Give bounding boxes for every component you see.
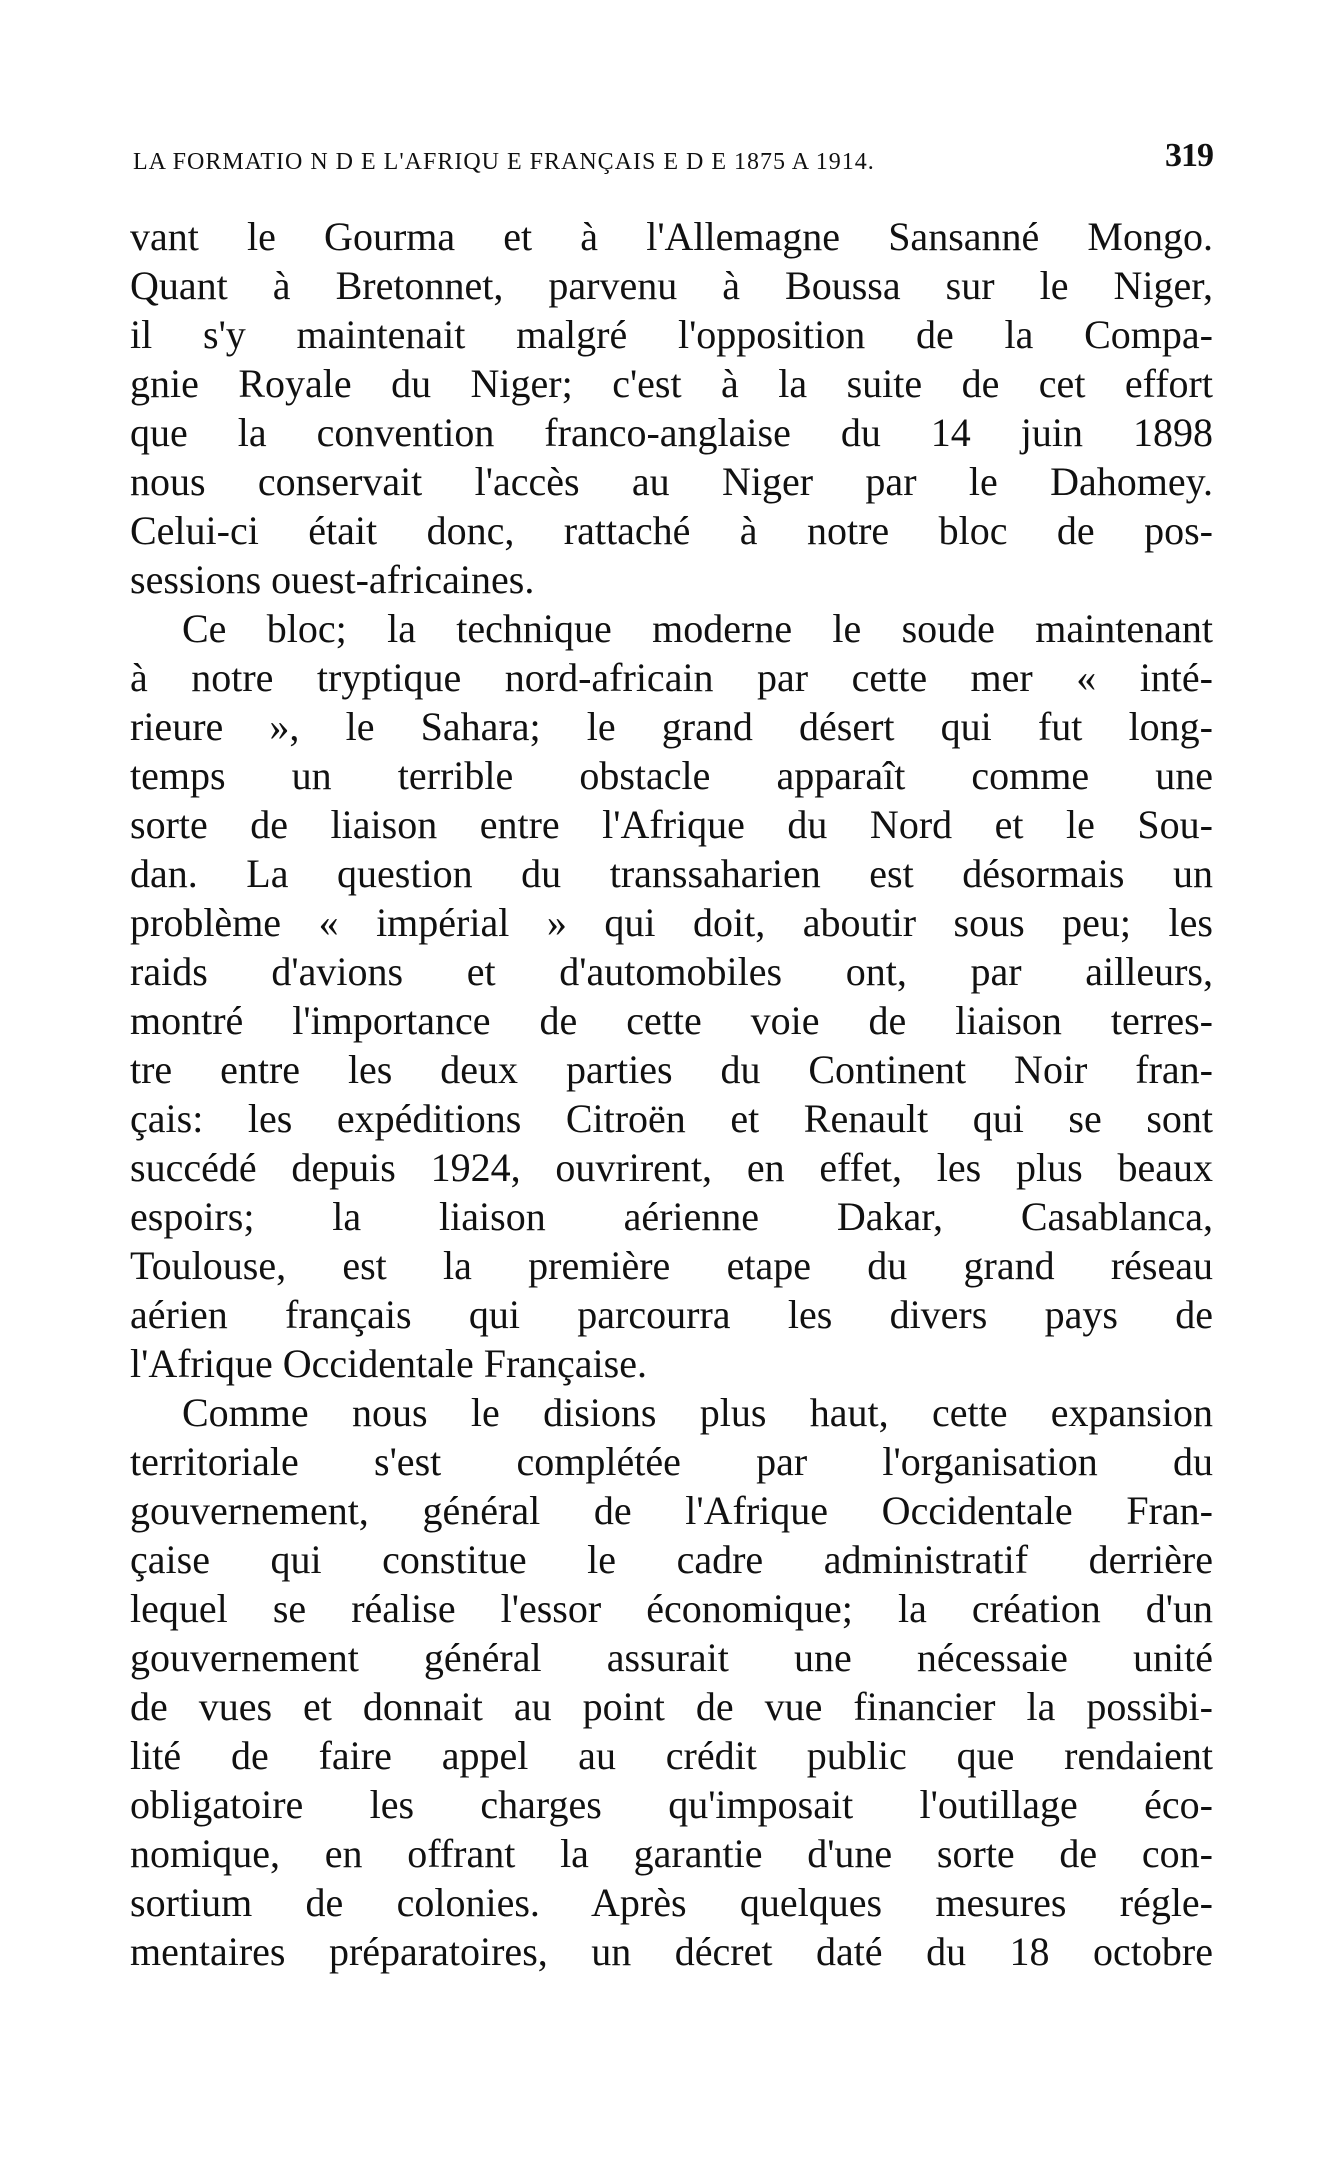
text-line: il s'y maintenait malgré l'opposition de la Compa- — [130, 312, 1213, 357]
text-line: Quant à Bretonnet, parvenu à Boussa sur le Niger, — [130, 263, 1213, 308]
paragraph-first-line: Ce bloc; la technique moderne le soude maintenant — [182, 606, 1213, 651]
text-line: succédé depuis 1924, ouvrirent, en effet, les plus beaux — [130, 1145, 1213, 1190]
text-line: montré l'importance de cette voie de liaison terres- — [130, 998, 1213, 1043]
text-line: aérien français qui parcourra les divers pays de — [130, 1292, 1213, 1337]
text-line: que la convention franco-anglaise du 14 juin 1898 — [130, 410, 1213, 455]
body-text — [130, 212, 1213, 1976]
paragraph-first-line: Comme nous le disions plus haut, cette expansion — [182, 1390, 1213, 1435]
text-line: sessions ouest-africaines. — [130, 557, 535, 602]
text-line: nomique, en offrant la garantie d'une sorte de con- — [130, 1831, 1213, 1876]
text-line: vant le Gourma et à l'Allemagne Sansanné Mongo. — [130, 214, 1213, 259]
page-number: 319 — [1165, 137, 1213, 174]
text-line: sorte de liaison entre l'Afrique du Nord et le Sou- — [130, 802, 1213, 847]
text-line: çaise qui constitue le cadre administratif derrière — [130, 1537, 1213, 1582]
text-line: espoirs; la liaison aérienne Dakar, Casablanca, — [130, 1194, 1213, 1239]
text-line: gouvernement, général de l'Afrique Occidentale Fran- — [130, 1488, 1213, 1533]
text-line: lequel se réalise l'essor économique; la création d'un — [130, 1586, 1213, 1631]
text-line: nous conservait l'accès au Niger par le Dahomey. — [130, 459, 1213, 504]
text-line: çais: les expéditions Citroën et Renault qui se sont — [130, 1096, 1213, 1141]
text-line: tre entre les deux parties du Continent Noir fran- — [130, 1047, 1213, 1092]
text-line: raids d'avions et d'automobiles ont, par ailleurs, — [130, 949, 1213, 994]
text-line: l'Afrique Occidentale Française. — [130, 1341, 647, 1386]
running-title: LA FORMATIO N D E L'AFRIQU E FRANÇAIS E D E 1875 A 1914. — [133, 149, 875, 175]
text-line: mentaires préparatoires, un décret daté du 18 octobre — [130, 1929, 1213, 1974]
text-line: Toulouse, est la première etape du grand réseau — [130, 1243, 1213, 1288]
text-line: problème « impérial » qui doit, aboutir sous peu; les — [130, 900, 1213, 945]
text-line: lité de faire appel au crédit public que rendaient — [130, 1733, 1213, 1778]
running-header — [133, 137, 1213, 183]
text-line: dan. La question du transsaharien est désormais un — [130, 851, 1213, 896]
text-line: obligatoire les charges qu'imposait l'outillage éco- — [130, 1782, 1213, 1827]
text-line: de vues et donnait au point de vue financier la possibi- — [130, 1684, 1213, 1729]
text-line: à notre tryptique nord-africain par cette mer « inté- — [130, 655, 1213, 700]
text-line: Celui-ci était donc, rattaché à notre bloc de pos- — [130, 508, 1213, 553]
text-line: gnie Royale du Niger; c'est à la suite de cet effort — [130, 361, 1213, 406]
text-line: rieure », le Sahara; le grand désert qui fut long- — [130, 704, 1213, 749]
text-line: sortium de colonies. Après quelques mesures régle- — [130, 1880, 1213, 1925]
text-line: territoriale s'est complétée par l'organisation du — [130, 1439, 1213, 1484]
text-line: gouvernement général assurait une nécessaie unité — [130, 1635, 1213, 1680]
text-line: temps un terrible obstacle apparaît comme une — [130, 753, 1213, 798]
